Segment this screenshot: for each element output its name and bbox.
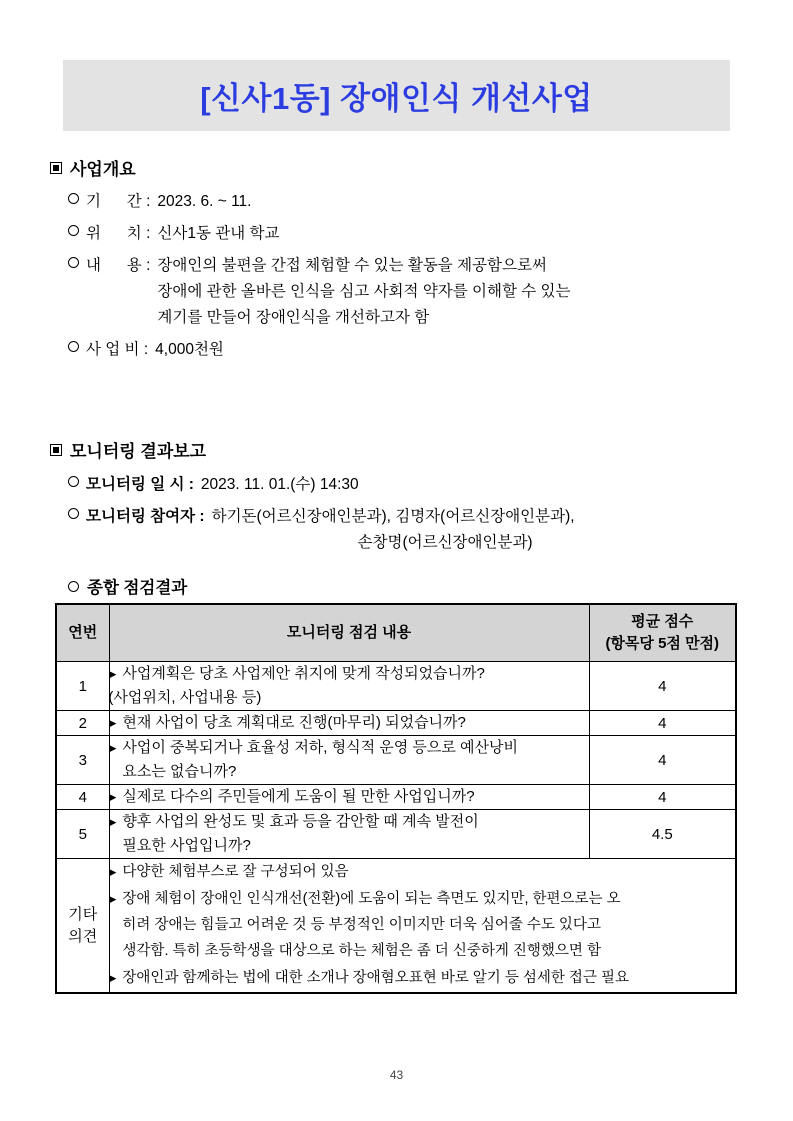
triangle-bullet-icon: ▶ <box>109 973 117 983</box>
row-number: 3 <box>56 736 109 785</box>
item-value <box>212 504 575 556</box>
opinion-line: 다양한 체험부스로 잘 구성되어 있음 <box>122 864 349 880</box>
item-label: 모니터링 참여자 : <box>86 508 205 525</box>
row-question <box>109 810 589 859</box>
etc-opinions <box>109 859 736 994</box>
item-value <box>157 221 570 247</box>
list-item <box>68 221 571 247</box>
table-row <box>56 711 736 736</box>
column-header-no: 연번 <box>56 604 109 662</box>
opinion-text <box>122 886 620 964</box>
question-text <box>108 662 485 710</box>
item-value-line: 하기돈(어르신장애인분과), 김명자(어르신장애인분과), <box>211 508 575 525</box>
table-row <box>56 736 736 785</box>
question-line: 향후 사업의 완성도 및 효과 등을 감안할 때 계속 발전이 <box>122 813 479 830</box>
item-value <box>157 253 570 331</box>
opinion-line: 생각함. 특히 초등학생을 대상으로 하는 체험은 좀 더 신중하게 진행했으면 함 <box>122 943 601 959</box>
page-title: [신사1동] 장애인식 개선사업 <box>200 81 593 116</box>
list-item <box>68 337 571 363</box>
column-header-content: 모니터링 점검 내용 <box>109 604 589 662</box>
item-value <box>155 337 570 363</box>
monitoring-items <box>68 472 575 598</box>
question-text <box>122 810 478 858</box>
list-item <box>68 472 575 498</box>
question-text <box>122 785 474 809</box>
triangle-bullet-icon: ▶ <box>109 743 117 753</box>
triangle-bullet-icon: ▶ <box>109 718 117 728</box>
row-question <box>109 736 589 785</box>
triangle-bullet-icon: ▶ <box>109 867 117 877</box>
circle-bullet-icon <box>68 581 79 592</box>
row-score: 4 <box>589 736 736 785</box>
question-text <box>122 711 465 735</box>
item-value-line: 2023. 6. ~ 11. <box>157 193 252 210</box>
table-row <box>56 810 736 859</box>
item-value-line: 4,000천원 <box>155 341 224 358</box>
row-score: 4.5 <box>589 810 736 859</box>
item-value-line: 신사1동 관내 학교 <box>157 225 280 242</box>
table-header-row <box>56 604 736 662</box>
triangle-bullet-icon: ▶ <box>109 792 117 802</box>
section-heading-monitoring <box>50 437 575 462</box>
circle-bullet-icon <box>68 341 79 352</box>
item-label: 모니터링 일 시 : <box>86 476 194 493</box>
monitoring-check-table <box>55 603 737 994</box>
opinion-text <box>122 965 629 991</box>
question-line: (사업위치, 사업내용 등) <box>108 689 262 706</box>
item-value-line: 장애에 관한 올바른 인식을 심고 사회적 약자를 이해할 수 있는 <box>157 283 571 300</box>
etc-label-line2: 의견 <box>68 927 98 945</box>
item-label: 기 간 : <box>86 193 151 210</box>
row-number: 5 <box>56 810 109 859</box>
row-number: 4 <box>56 785 109 810</box>
circle-bullet-icon <box>68 476 79 487</box>
question-line: 필요한 사업입니까? <box>122 837 251 854</box>
column-header-score <box>589 604 736 662</box>
table-row <box>56 662 736 711</box>
subsection-heading-text: 종합 점검결과 <box>87 579 188 597</box>
opinion-item <box>110 965 736 991</box>
item-label: 위 치 : <box>86 225 151 242</box>
item-value <box>201 472 575 498</box>
opinion-item <box>110 859 736 885</box>
monitoring-check-table-wrapper <box>55 603 737 994</box>
circle-bullet-icon <box>68 193 79 204</box>
item-label: 사 업 비 : <box>86 341 149 358</box>
list-item <box>68 189 571 215</box>
section-heading-text: 모니터링 결과보고 <box>70 442 207 461</box>
row-score: 4 <box>589 785 736 810</box>
section-project-overview <box>50 155 571 369</box>
circle-bullet-icon <box>68 508 79 519</box>
column-header-score-line2: (항목당 5점 만점) <box>605 635 720 652</box>
triangle-bullet-icon: ▶ <box>109 669 117 679</box>
opinion-line: 히려 장애는 힘들고 어려운 것 등 부정적인 이미지만 더욱 심어줄 수도 있다고 <box>122 917 601 933</box>
question-line: 요소는 없습니까? <box>122 763 237 780</box>
square-bullet-icon <box>50 162 62 174</box>
circle-bullet-icon <box>68 257 79 268</box>
row-score: 4 <box>589 711 736 736</box>
row-question <box>109 662 589 711</box>
item-value-line: 2023. 11. 01.(수) 14:30 <box>200 476 359 493</box>
row-number: 1 <box>56 662 109 711</box>
opinion-text <box>122 859 348 885</box>
page-number: 43 <box>389 1068 404 1082</box>
overview-items <box>68 189 571 363</box>
section-heading-overview <box>50 155 571 180</box>
list-item <box>68 504 575 556</box>
table-row <box>56 785 736 810</box>
item-value-line: 계기를 만들어 장애인식을 개선하고자 함 <box>157 309 430 326</box>
section-monitoring-report <box>50 437 575 598</box>
row-number: 2 <box>56 711 109 736</box>
question-line: 사업이 중복되거나 효율성 저하, 형식적 운영 등으로 예산낭비 <box>122 739 519 756</box>
column-header-score-line1: 평균 점수 <box>631 613 694 630</box>
opinion-line: 장애 체험이 장애인 인식개선(전환)에 도움이 되는 측면도 있지만, 한편으로는 오 <box>122 891 621 907</box>
row-question <box>109 711 589 736</box>
row-question <box>109 785 589 810</box>
item-value-line: 손창명(어르신장애인분과) <box>357 534 533 551</box>
item-value <box>157 189 570 215</box>
circle-bullet-icon <box>68 225 79 236</box>
triangle-bullet-icon: ▶ <box>109 817 117 827</box>
etc-label-line1: 기타 <box>68 905 98 923</box>
table-row-etc-opinions <box>56 859 736 994</box>
title-banner <box>63 60 730 131</box>
question-line: 실제로 다수의 주민들에게 도움이 될 만한 사업입니까? <box>122 788 475 805</box>
question-line: 현재 사업이 당초 계획대로 진행(마무리) 되었습니까? <box>122 714 466 731</box>
list-item <box>68 253 571 331</box>
opinion-line: 장애인과 함께하는 법에 대한 소개나 장애혐오표현 바로 알기 등 섬세한 접근 필요 <box>122 970 629 986</box>
section-heading-text: 사업개요 <box>70 160 136 179</box>
subsection-heading-overall-result <box>68 574 575 598</box>
square-bullet-icon <box>50 444 62 456</box>
etc-label <box>56 859 109 994</box>
question-text <box>122 736 518 784</box>
opinion-item <box>110 886 736 964</box>
triangle-bullet-icon: ▶ <box>109 894 117 904</box>
row-score: 4 <box>589 662 736 711</box>
item-value-line: 장애인의 불편을 간접 체험할 수 있는 활동을 제공함으로써 <box>157 257 547 274</box>
question-line: 사업계획은 당초 사업제안 취지에 맞게 작성되었습니까? <box>122 665 485 682</box>
item-label: 내 용 : <box>86 257 151 274</box>
